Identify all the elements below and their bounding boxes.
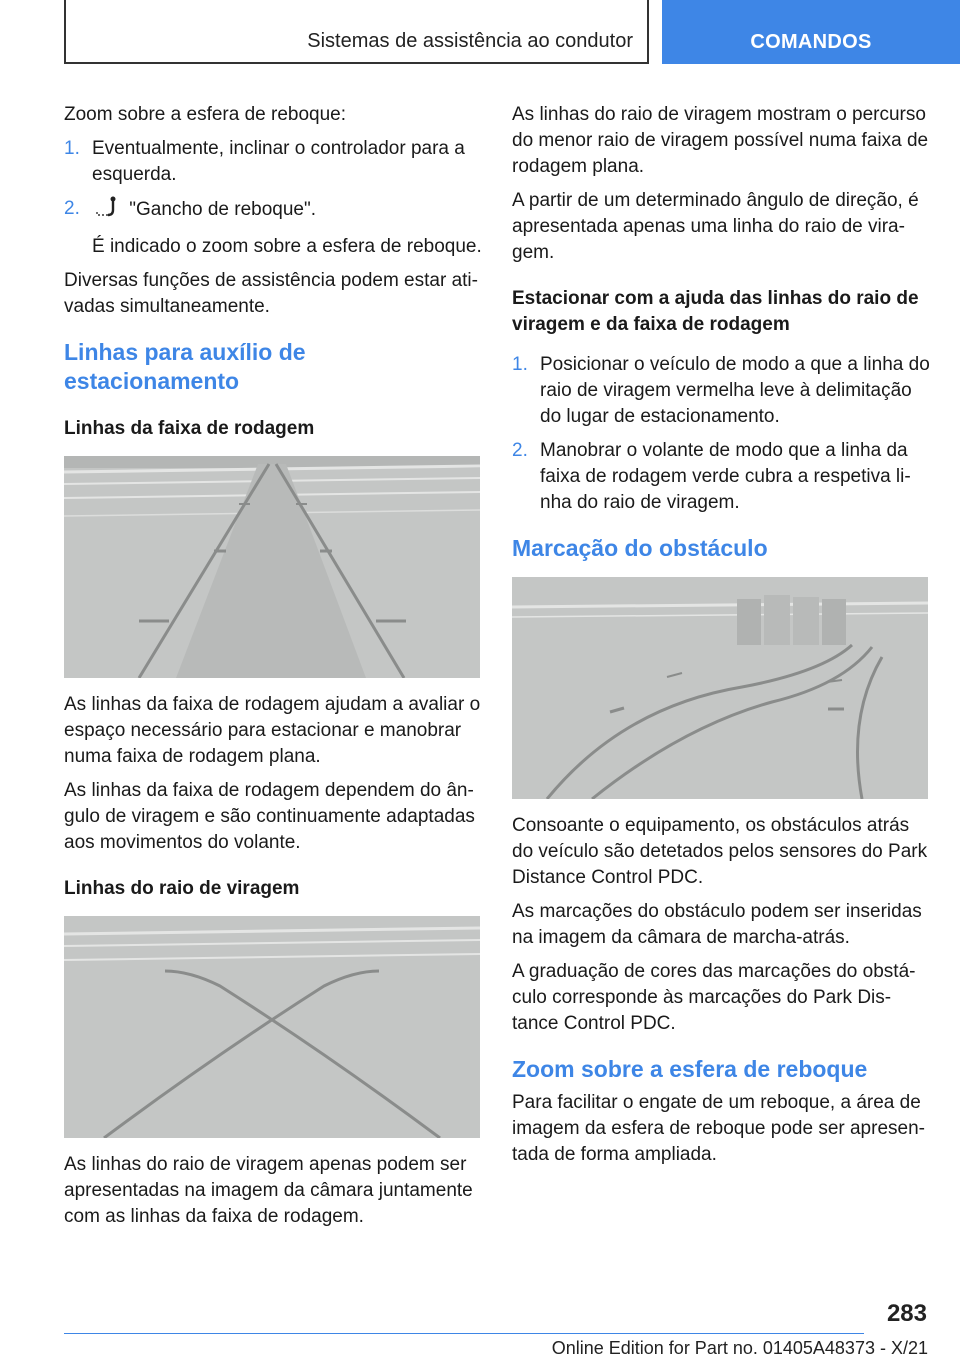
heading-zoom-tow-ball: Zoom sobre a esfera de reboque [512, 1056, 868, 1082]
list-item [64, 196, 482, 226]
header-frame [64, 0, 649, 64]
obstacle-paragraph-2: As marcações do obstáculo podem ser inseridas na imagem da câmara de marcha-atrás. [512, 901, 922, 948]
chapter-tab-label: COMANDOS [750, 31, 872, 53]
heading-lane-lines: Linhas da faixa de rodagem [64, 418, 315, 439]
step-text: "Gancho de reboque". [129, 199, 317, 220]
step-number: 2. [64, 198, 80, 219]
obstacle-marking-figure [512, 577, 928, 799]
page-number: 283 [886, 1300, 927, 1327]
chapter-tab[interactable] [662, 0, 960, 64]
turn-paragraph-1: As linhas do raio de viragem apenas podem ser apresentadas na imagem da câmara juntamente com as linhas da faixa de rodagem. [64, 1154, 473, 1227]
right-column [512, 102, 930, 1176]
turn-paragraph-2: As linhas do raio de viragem mostram o percurso do menor raio de viragem possível numa faixa de rodagem plana. [512, 104, 929, 177]
heading-parking-with-lines: Estacionar com a ajuda das linhas do raio de viragem e da faixa de rodagem [512, 288, 919, 335]
step-text: Posicionar o veículo de modo a que a linha do raio de viragem vermelha leve à delimitação do lugar de estacionamento. [540, 354, 930, 427]
lane-paragraph-2: As linhas da faixa de rodagem dependem do ângulo de viragem e são continuamente adaptadas aos movimentos do volante. [64, 780, 475, 853]
heading-parking-lines: Linhas para auxílio de estacionamento [64, 339, 306, 394]
obstacle-paragraph-3: A graduação de cores das marcações do obstáculo corresponde às marcações do Park Distance Control PDC. [512, 961, 916, 1034]
turn-lines-figure [64, 916, 480, 1138]
lane-lines-figure [64, 456, 480, 678]
list-item [512, 352, 930, 430]
zoom-steps [64, 136, 482, 226]
section-title: Sistemas de assistência ao condutor [307, 30, 633, 52]
footer-edition: Online Edition for Part no. 01405A48373 - X/21 [551, 1338, 928, 1358]
step2-result: É indicado o zoom sobre a esfera de reboque. [92, 236, 482, 257]
step-number: 2. [512, 440, 528, 461]
parking-steps [512, 352, 930, 516]
step-text: Eventualmente, inclinar o controlador para a esquerda. [92, 138, 465, 185]
zoom-paragraph: Para facilitar o engate de um reboque, a área de imagem da esfera de reboque pode ser apresentada de forma ampliada. [512, 1092, 925, 1165]
list-item [64, 136, 482, 188]
step-number: 1. [512, 354, 528, 375]
footer-divider [64, 1333, 864, 1334]
heading-obstacle-marking: Marcação do obstáculo [512, 535, 768, 561]
left-column [64, 102, 482, 1238]
obstacle-paragraph-1: Consoante o equipamento, os obstáculos atrás do veículo são detetados pelos sensores do Park Distance Control PDC. [512, 815, 928, 888]
lane-paragraph-1: As linhas da faixa de rodagem ajudam a avaliar o espaço necessário para estacionar e manobrar numa faixa de rodagem plana. [64, 694, 481, 767]
heading-turn-lines: Linhas do raio de viragem [64, 878, 300, 899]
multi-functions-note: Diversas funções de assistência podem estar ativadas simultaneamente. [64, 270, 478, 317]
step-text: Manobrar o volante de modo que a linha da faixa de rodagem verde cubra a respetiva linha do raio de viragem. [540, 440, 911, 513]
turn-paragraph-3: A partir de um determinado ângulo de direção, é apresentada apenas uma linha do raio de viragem. [512, 190, 919, 263]
step-number: 1. [64, 138, 80, 159]
zoom-intro: Zoom sobre a esfera de reboque: [64, 104, 347, 125]
tow-hook-icon [94, 196, 120, 226]
list-item [512, 438, 930, 516]
